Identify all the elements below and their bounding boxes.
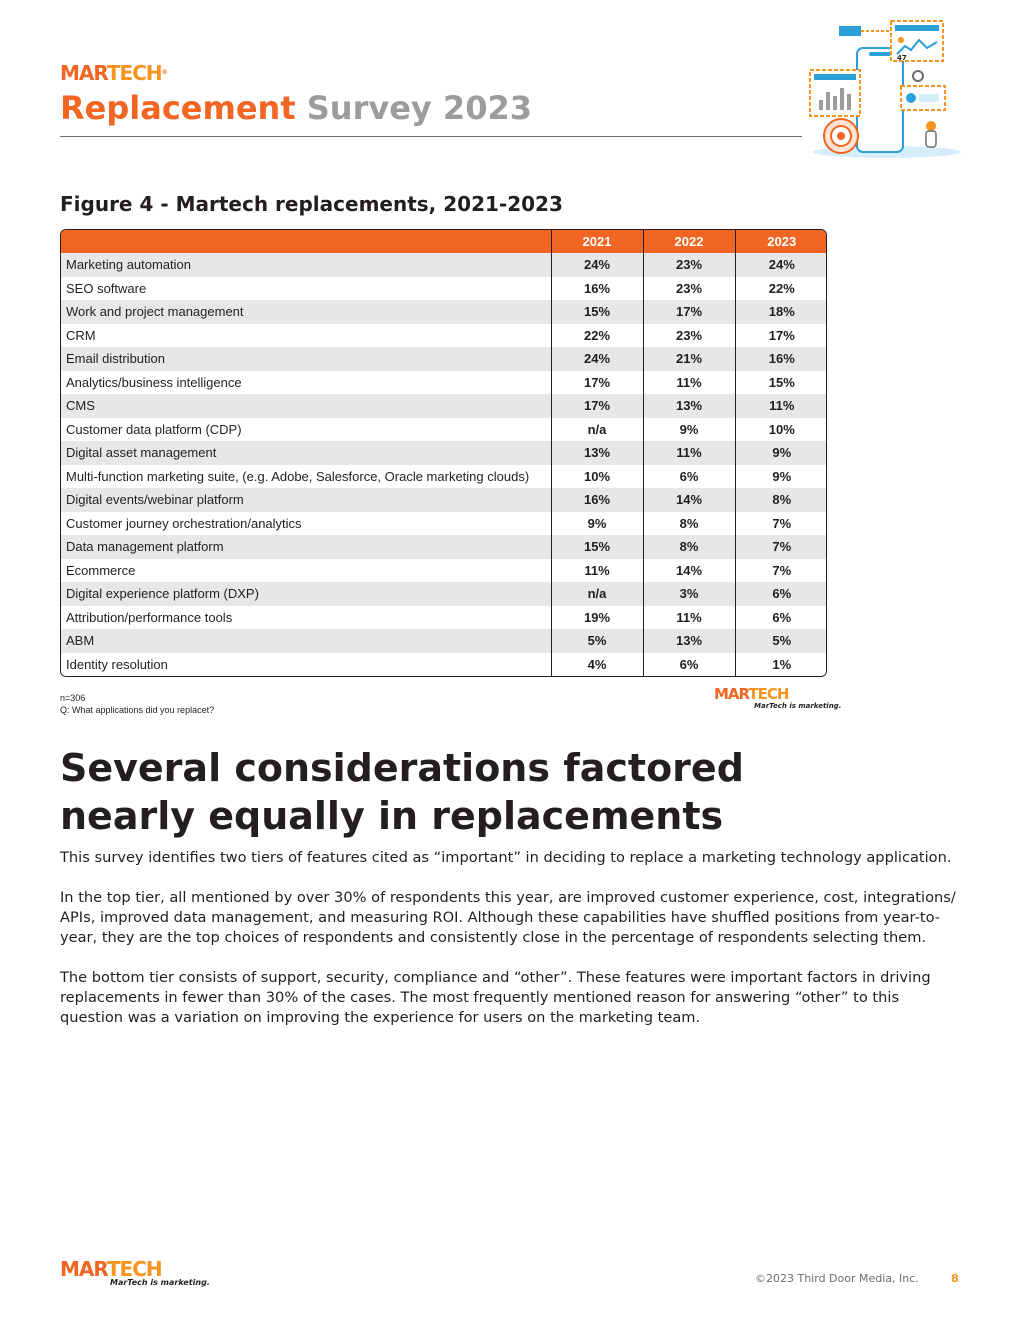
section-body xyxy=(60,848,965,1048)
cell-2022: 17% xyxy=(643,300,735,324)
column-header-2023: 2023 xyxy=(735,230,827,253)
table-row xyxy=(61,559,827,583)
cell-2021: 22% xyxy=(551,324,643,348)
martech-logo xyxy=(60,62,167,84)
cell-2021: 17% xyxy=(551,394,643,418)
cell-2021: 5% xyxy=(551,629,643,653)
title-survey-year: Survey 2023 xyxy=(306,89,532,127)
logo-mar: MAR xyxy=(714,685,749,703)
row-label: Identity resolution xyxy=(66,656,168,672)
cell-2022: 9% xyxy=(643,418,735,442)
cell-2023: 9% xyxy=(735,441,827,465)
sample-size: n=306 xyxy=(60,693,86,703)
table-row xyxy=(61,606,827,630)
body-paragraph: In the top tier, all mentioned by over 30% of respondents this year, are improved customer experience, cost, integrations/ APIs, improved data management, and measuring ROI. Although these capabilities have shuffled positions from year-to-year, they are the top choices of respondents and consistently close in the percentage of respondents selecting them. xyxy=(60,889,956,946)
cell-2022: 3% xyxy=(643,582,735,606)
cell-2022: 11% xyxy=(643,371,735,395)
row-label: Data management platform xyxy=(66,539,224,555)
cell-2023: 10% xyxy=(735,418,827,442)
table-row xyxy=(61,347,827,371)
row-label: Digital asset management xyxy=(66,445,217,461)
cell-2023: 7% xyxy=(735,559,827,583)
cell-2023: 8% xyxy=(735,488,827,512)
cell-2021: 24% xyxy=(551,347,643,371)
cell-2021: 19% xyxy=(551,606,643,630)
cell-2023: 11% xyxy=(735,394,827,418)
figure-martech-logo xyxy=(714,686,841,710)
logo-tech: TECH xyxy=(106,61,162,85)
table-row xyxy=(61,512,827,536)
row-label: Customer journey orchestration/analytics xyxy=(66,515,302,531)
table-row xyxy=(61,253,827,277)
table-row xyxy=(61,653,827,677)
cell-2023: 7% xyxy=(735,512,827,536)
cell-2022: 14% xyxy=(643,559,735,583)
table-row xyxy=(61,582,827,606)
row-label: Multi-function marketing suite, (e.g. Adobe, Salesforce, Oracle marketing clouds) xyxy=(66,468,530,484)
table-row xyxy=(61,629,827,653)
cell-2023: 6% xyxy=(735,582,827,606)
cell-2022: 8% xyxy=(643,535,735,559)
cell-2021: 15% xyxy=(551,535,643,559)
table-row xyxy=(61,465,827,489)
cell-2022: 11% xyxy=(643,441,735,465)
cell-2023: 18% xyxy=(735,300,827,324)
cell-2023: 5% xyxy=(735,629,827,653)
header-divider xyxy=(60,136,802,137)
row-label: Ecommerce xyxy=(66,562,136,578)
logo-tech: TECH xyxy=(106,1257,162,1281)
page-number: 8 xyxy=(951,1272,959,1285)
row-label: Digital experience platform (DXP) xyxy=(66,586,259,602)
logo-tech: TECH xyxy=(748,685,789,703)
section-headline: Several considerations factored nearly equally in replacements xyxy=(60,746,744,838)
cell-2021: n/a xyxy=(551,582,643,606)
cell-2021: 9% xyxy=(551,512,643,536)
cell-2022: 13% xyxy=(643,629,735,653)
cell-2023: 17% xyxy=(735,324,827,348)
logo-mar: MAR xyxy=(60,1257,107,1281)
document-title xyxy=(60,88,532,128)
cell-2021: 10% xyxy=(551,465,643,489)
cell-2023: 6% xyxy=(735,606,827,630)
figure-note xyxy=(60,692,214,716)
cell-2021: 13% xyxy=(551,441,643,465)
body-paragraph: This survey identifies two tiers of features cited as “important” in deciding to replace a marketing technology application. xyxy=(60,849,952,866)
table-row xyxy=(61,418,827,442)
cell-2021: 11% xyxy=(551,559,643,583)
cell-2023: 22% xyxy=(735,277,827,301)
cell-2022: 13% xyxy=(643,394,735,418)
table-row xyxy=(61,277,827,301)
table-row xyxy=(61,394,827,418)
table-row xyxy=(61,371,827,395)
cell-2021: n/a xyxy=(551,418,643,442)
cell-2022: 23% xyxy=(643,277,735,301)
logo-mar: MAR xyxy=(60,61,107,85)
copyright-text: ©2023 Third Door Media, Inc. xyxy=(755,1272,919,1285)
logo-registered-mark: ® xyxy=(161,69,167,76)
row-label: Attribution/performance tools xyxy=(66,609,233,625)
table-row xyxy=(61,441,827,465)
survey-question: Q: What applications did you replacet? xyxy=(60,705,215,715)
column-header-2021: 2021 xyxy=(551,230,643,253)
figure-title: Figure 4 - Martech replacements, 2021-2023 xyxy=(60,192,563,216)
cell-2023: 7% xyxy=(735,535,827,559)
row-label: SEO software xyxy=(66,280,147,296)
cell-2023: 16% xyxy=(735,347,827,371)
row-label: Email distribution xyxy=(66,351,165,367)
cell-2023: 24% xyxy=(735,253,827,277)
logo-tagline: MarTech is marketing. xyxy=(110,1278,210,1287)
row-label: CMS xyxy=(66,398,95,414)
phone-dashboard-illustration xyxy=(805,18,963,160)
logo-tagline: MarTech is marketing. xyxy=(754,702,842,710)
row-label: Digital events/webinar platform xyxy=(66,492,244,508)
cell-2022: 6% xyxy=(643,465,735,489)
cell-2023: 9% xyxy=(735,465,827,489)
footer-martech-logo xyxy=(60,1258,210,1287)
replacements-table xyxy=(60,229,827,677)
column-header-label xyxy=(61,230,551,253)
cell-2021: 15% xyxy=(551,300,643,324)
cell-2021: 16% xyxy=(551,277,643,301)
row-label: Customer data platform (CDP) xyxy=(66,421,242,437)
table-row xyxy=(61,300,827,324)
table-row xyxy=(61,488,827,512)
row-label: Work and project management xyxy=(66,304,244,320)
cell-2022: 23% xyxy=(643,253,735,277)
cell-2021: 24% xyxy=(551,253,643,277)
table-row xyxy=(61,535,827,559)
cell-2022: 6% xyxy=(643,653,735,677)
row-label: Analytics/business intelligence xyxy=(66,374,242,390)
cell-2023: 1% xyxy=(735,653,827,677)
illustration-badge: 47 xyxy=(897,54,907,62)
table-header-row xyxy=(61,230,827,253)
title-replacement: Replacement xyxy=(60,89,296,127)
cell-2021: 16% xyxy=(551,488,643,512)
cell-2022: 21% xyxy=(643,347,735,371)
cell-2022: 14% xyxy=(643,488,735,512)
cell-2023: 15% xyxy=(735,371,827,395)
row-label: ABM xyxy=(66,633,95,649)
column-header-2022: 2022 xyxy=(643,230,735,253)
row-label: Marketing automation xyxy=(66,257,192,273)
cell-2022: 23% xyxy=(643,324,735,348)
cell-2021: 17% xyxy=(551,371,643,395)
cell-2022: 11% xyxy=(643,606,735,630)
body-paragraph: The bottom tier consists of support, security, compliance and “other”. These features were important factors in driving replacements in fewer than 30% of the cases. The most frequently mentioned reason for answering “other” to this question was a variation on improving the experience for users on the marketing team. xyxy=(60,969,931,1026)
cell-2021: 4% xyxy=(551,653,643,677)
cell-2022: 8% xyxy=(643,512,735,536)
row-label: CRM xyxy=(66,327,96,343)
table-row xyxy=(61,324,827,348)
